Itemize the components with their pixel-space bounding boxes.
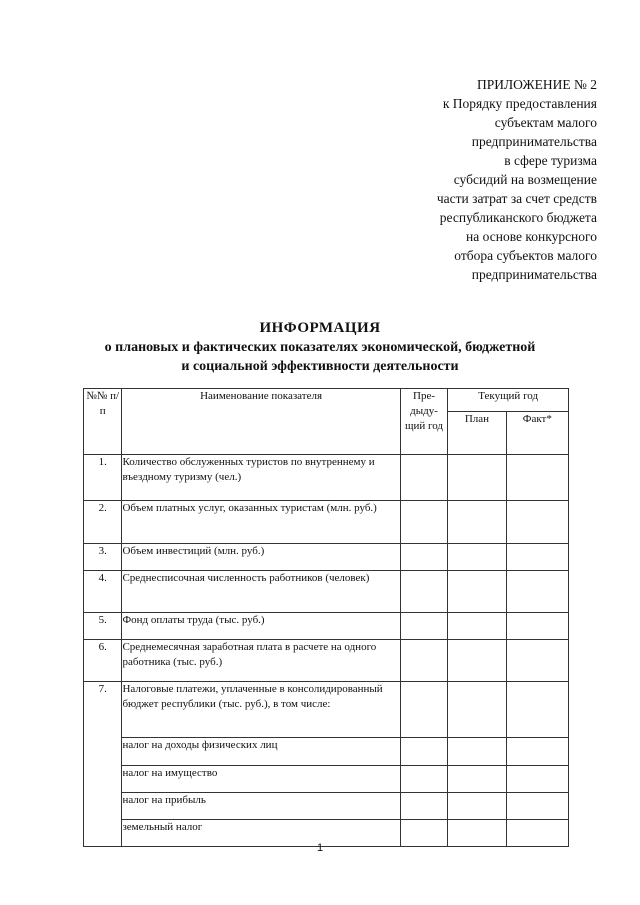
row-number: 3.	[84, 544, 122, 571]
header-plan: План	[448, 412, 506, 455]
cell-fact[interactable]	[506, 613, 568, 640]
title-line-2: о плановых и фактических показателях экономической, бюджетной	[104, 340, 536, 355]
cell-fact[interactable]	[506, 455, 568, 501]
cell-previous-year[interactable]	[400, 455, 448, 501]
row-indicator-name: Налоговые платежи, уплаченные в консолидированный бюджет республики (тыс. руб.), в том числе:	[122, 682, 400, 738]
cell-previous-year[interactable]	[400, 571, 448, 613]
header-previous-year: Пре-дыду-щий год	[400, 389, 448, 455]
appendix-line: к Порядку предоставления	[442, 96, 597, 111]
cell-plan[interactable]	[448, 455, 506, 501]
cell-fact[interactable]	[506, 640, 568, 682]
subrow-label: земельный налог	[122, 820, 400, 847]
indicators-table	[83, 388, 569, 847]
cell-plan[interactable]	[448, 571, 506, 613]
table-subrow	[84, 766, 569, 793]
appendix-line: предпринимательства	[471, 267, 597, 282]
row-indicator-name: Объем платных услуг, оказанных туристам (млн. руб.)	[122, 501, 400, 544]
appendix-line: субъектам малого	[494, 115, 597, 130]
table-row	[84, 613, 569, 640]
row-indicator-name: Среднесписочная численность работников (человек)	[122, 571, 400, 613]
appendix-line: предпринимательства	[471, 134, 597, 149]
appendix-line: субсидий на возмещение	[453, 172, 597, 187]
row-indicator-name: Среднемесячная заработная плата в расчете на одного работника (тыс. руб.)	[122, 640, 400, 682]
appendix-block	[337, 75, 597, 284]
cell-previous-year[interactable]	[400, 544, 448, 571]
cell-previous-year[interactable]	[400, 766, 448, 793]
cell-previous-year[interactable]	[400, 793, 448, 820]
header-number: №№ п/п	[84, 389, 122, 455]
table-row	[84, 571, 569, 613]
table-row	[84, 682, 569, 738]
row-indicator-name: Фонд оплаты труда (тыс. руб.)	[122, 613, 400, 640]
cell-plan[interactable]	[448, 738, 506, 766]
cell-fact[interactable]	[506, 544, 568, 571]
appendix-line: отбора субъектов малого	[454, 248, 597, 263]
cell-previous-year[interactable]	[400, 738, 448, 766]
cell-plan[interactable]	[448, 682, 506, 738]
cell-fact[interactable]	[506, 738, 568, 766]
cell-plan[interactable]	[448, 613, 506, 640]
cell-fact[interactable]	[506, 793, 568, 820]
header-indicator-name: Наименование показателя	[122, 389, 400, 455]
row-number: 5.	[84, 613, 122, 640]
document-title	[60, 318, 580, 376]
cell-previous-year[interactable]	[400, 501, 448, 544]
cell-fact[interactable]	[506, 571, 568, 613]
table-row	[84, 501, 569, 544]
cell-previous-year[interactable]	[400, 613, 448, 640]
page-number: 1	[316, 842, 324, 854]
cell-previous-year[interactable]	[400, 682, 448, 738]
table-subrow	[84, 738, 569, 766]
row-indicator-name: Объем инвестиций (млн. руб.)	[122, 544, 400, 571]
cell-plan[interactable]	[448, 793, 506, 820]
cell-previous-year[interactable]	[400, 640, 448, 682]
cell-fact[interactable]	[506, 501, 568, 544]
table-subrow	[84, 793, 569, 820]
header-current-year: Текущий год	[448, 389, 569, 412]
subrow-label: налог на доходы физических лиц	[122, 738, 400, 766]
row-number: 4.	[84, 571, 122, 613]
cell-plan[interactable]	[448, 544, 506, 571]
row-indicator-name: Количество обслуженных туристов по внутреннему и въездному туризму (чел.)	[122, 455, 400, 501]
table-header-row	[84, 389, 569, 412]
title-main: ИНФОРМАЦИЯ	[259, 320, 381, 336]
row-number: 1.	[84, 455, 122, 501]
cell-plan[interactable]	[448, 501, 506, 544]
title-line-3: и социальной эффективности деятельности	[181, 359, 459, 374]
row-number: 7.	[84, 682, 122, 847]
cell-fact[interactable]	[506, 682, 568, 738]
table-row	[84, 640, 569, 682]
row-number: 6.	[84, 640, 122, 682]
appendix-line: ПРИЛОЖЕНИЕ № 2	[476, 77, 597, 92]
row-number: 2.	[84, 501, 122, 544]
table-row	[84, 544, 569, 571]
header-fact: Факт*	[506, 412, 568, 455]
cell-plan[interactable]	[448, 640, 506, 682]
appendix-line: в сфере туризма	[504, 153, 597, 168]
table-row	[84, 455, 569, 501]
appendix-line: республиканского бюджета	[439, 210, 597, 225]
subrow-label: налог на прибыль	[122, 793, 400, 820]
cell-plan[interactable]	[448, 766, 506, 793]
cell-fact[interactable]	[506, 766, 568, 793]
subrow-label: налог на имущество	[122, 766, 400, 793]
appendix-line: на основе конкурсного	[466, 229, 597, 244]
appendix-line: части затрат за счет средств	[436, 191, 597, 206]
